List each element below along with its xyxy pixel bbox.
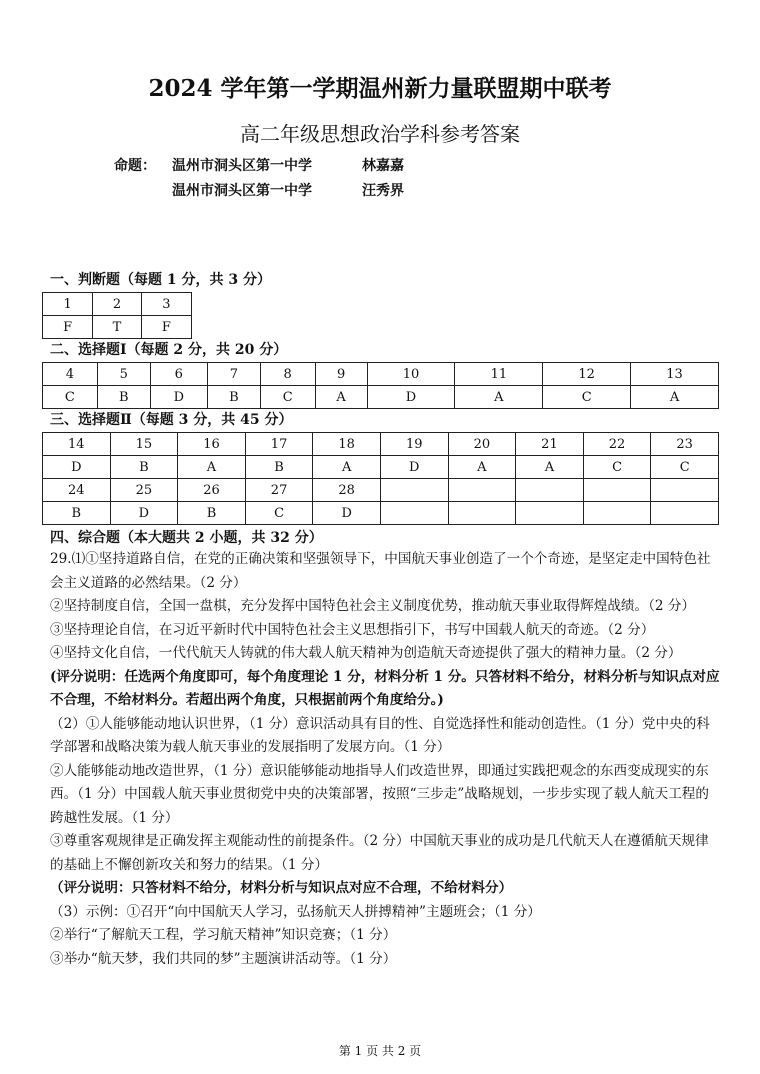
answer-paragraph: ②坚持制度自信，全国一盘棋，充分发挥中国特色社会主义制度优势，推动航天事业取得辉煌战绩。（2 分） — [50, 598, 696, 614]
section-heading: 一、判断题（每题 1 分，共 3 分） — [50, 272, 271, 288]
answer-cell: D — [367, 386, 455, 409]
page-footer: 第 1 页 共 2 页 — [338, 1044, 422, 1058]
question-number: 27 — [245, 479, 313, 502]
answer-cell — [516, 502, 584, 525]
answer-cell — [583, 502, 651, 525]
question-number: 18 — [313, 433, 381, 456]
section-heading: 四、综合题（本大题共 2 小题，共 32 分） — [50, 530, 323, 546]
table-row — [43, 479, 719, 502]
answer-cell: C — [245, 502, 313, 525]
question-number: 19 — [380, 433, 448, 456]
authors-label: 命题： — [114, 158, 156, 174]
author-line-2 — [114, 180, 404, 200]
answer-cell: B — [245, 456, 313, 479]
question-number — [583, 479, 651, 502]
question-number: 5 — [97, 363, 150, 386]
answer-cell — [651, 502, 719, 525]
scoring-note: （评分说明：只答材料不给分，材料分析与知识点对应不合理，不给材料分） — [50, 880, 513, 896]
answer-cell: D — [150, 386, 207, 409]
question-number: 11 — [455, 363, 543, 386]
answer-table-choice-2 — [42, 432, 719, 525]
answer-cell — [448, 502, 516, 525]
question-number — [380, 479, 448, 502]
answer-cell: B — [178, 502, 246, 525]
question-number: 28 — [313, 479, 381, 502]
page-title: 2024 学年第一学期温州新力量联盟期中联考 — [148, 75, 612, 102]
question-number: 8 — [260, 363, 315, 386]
question-number: 26 — [178, 479, 246, 502]
answer-cell: F — [43, 316, 93, 339]
answer-cell: A — [315, 386, 367, 409]
essay-answers — [50, 548, 722, 971]
author-school: 温州市洞头区第一中学 — [172, 158, 312, 174]
question-number: 2 — [93, 293, 141, 316]
answer-paragraph: （3）示例：①召开“向中国航天人学习，弘扬航天人拼搏精神”主题班会；（1 分） — [50, 903, 541, 920]
answer-cell: C — [583, 456, 651, 479]
table-row — [43, 293, 192, 316]
answer-cell: B — [97, 386, 150, 409]
scoring-note: (评分说明：任选两个角度即可，每个角度理论 1 分，材料分析 1 分。只答材料不给分，材料分析与知识点对应不合理，不给材料分。若超出两个角度，只根据前两个角度给分。) — [50, 668, 720, 708]
answer-paragraph: ③坚持理论自信，在习近平新时代中国特色社会主义思想指引下，书写中国载人航天的奇迹。（2 分） — [50, 621, 655, 638]
answer-paragraph: ②举行“了解航天工程，学习航天精神”知识竞赛；（1 分） — [50, 927, 397, 943]
question-number: 24 — [43, 479, 111, 502]
answer-cell: D — [313, 502, 381, 525]
answer-cell: A — [516, 456, 584, 479]
table-row — [43, 456, 719, 479]
answer-paragraph: （2）①人能够能动地认识世界，（1 分）意识活动具有目的性、自觉选择性和能动创造性。（1 分）党中央的科学部署和战略决策为载人航天事业的发展指明了发展方向。（1 分） — [50, 715, 710, 755]
question-number — [448, 479, 516, 502]
question-number: 14 — [43, 433, 111, 456]
answer-cell: D — [380, 456, 448, 479]
answer-table-judgement — [42, 292, 192, 339]
question-number: 4 — [43, 363, 98, 386]
section-heading: 三、选择题Ⅱ（每题 3 分，共 45 分） — [50, 412, 293, 428]
author-name: 汪秀界 — [362, 183, 404, 199]
question-number: 17 — [245, 433, 313, 456]
table-row — [43, 316, 192, 339]
page-subtitle: 高二年级思想政治学科参考答案 — [240, 122, 520, 146]
answer-paragraph: ③尊重客观规律是正确发挥主观能动性的前提条件。（2 分）中国航天事业的成功是几代航天人在遵循航天规律的基础上不懈创新攻关和努力的结果。（1 分） — [50, 833, 709, 873]
answer-cell: A — [455, 386, 543, 409]
answer-cell: A — [448, 456, 516, 479]
table-row — [43, 433, 719, 456]
answer-table-choice-1 — [42, 362, 719, 409]
answer-paragraph: ②人能够能动地改造世界，（1 分）意识能够能动地指导人们改造世界，即通过实践把观念的东西变成现实的东西。（1 分）中国载人航天事业贯彻党中央的决策部署，按照“三步走”战略规划，一步步实现了载人航天工程的跨越性发展。（1 分） — [50, 762, 709, 826]
answer-cell: D — [110, 502, 178, 525]
table-row — [43, 386, 719, 409]
table-row — [43, 502, 719, 525]
question-number: 16 — [178, 433, 246, 456]
answer-cell: C — [260, 386, 315, 409]
question-number: 3 — [141, 293, 191, 316]
answer-paragraph: 29.⑴①坚持道路自信，在党的正确决策和坚强领导下，中国航天事业创造了一个个奇迹，是坚定走中国特色社会主义道路的必然结果。（2 分） — [50, 551, 711, 591]
section-heading: 二、选择题Ⅰ（每题 2 分，共 20 分） — [50, 342, 288, 358]
question-number: 12 — [543, 363, 631, 386]
answer-cell: C — [651, 456, 719, 479]
author-line-1 — [114, 155, 404, 175]
author-name: 林嘉嘉 — [362, 158, 404, 174]
answer-cell: F — [141, 316, 191, 339]
question-number: 1 — [43, 293, 93, 316]
author-school: 温州市洞头区第一中学 — [172, 183, 312, 199]
question-number: 13 — [631, 363, 719, 386]
answer-cell: C — [43, 386, 98, 409]
question-number — [516, 479, 584, 502]
question-number — [651, 479, 719, 502]
answer-paragraph: ④坚持文化自信，一代代航天人铸就的伟大载人航天精神为创造航天奇迹提供了强大的精神力量。（2 分） — [50, 645, 682, 661]
question-number: 15 — [110, 433, 178, 456]
question-number: 9 — [315, 363, 367, 386]
answer-cell: A — [313, 456, 381, 479]
answer-cell: A — [178, 456, 246, 479]
answer-paragraph: ③举办“航天梦，我们共同的梦”主题演讲活动等。（1 分） — [50, 950, 397, 967]
question-number: 7 — [207, 363, 260, 386]
question-number: 23 — [651, 433, 719, 456]
question-number: 6 — [150, 363, 207, 386]
answer-cell: B — [110, 456, 178, 479]
answer-cell: D — [43, 456, 111, 479]
question-number: 22 — [583, 433, 651, 456]
answer-cell: B — [207, 386, 260, 409]
answer-cell — [380, 502, 448, 525]
answer-cell: A — [631, 386, 719, 409]
answer-cell: C — [543, 386, 631, 409]
table-row — [43, 363, 719, 386]
question-number: 20 — [448, 433, 516, 456]
question-number: 21 — [516, 433, 584, 456]
answer-cell: T — [93, 316, 141, 339]
answer-cell: B — [43, 502, 111, 525]
question-number: 10 — [367, 363, 455, 386]
question-number: 25 — [110, 479, 178, 502]
